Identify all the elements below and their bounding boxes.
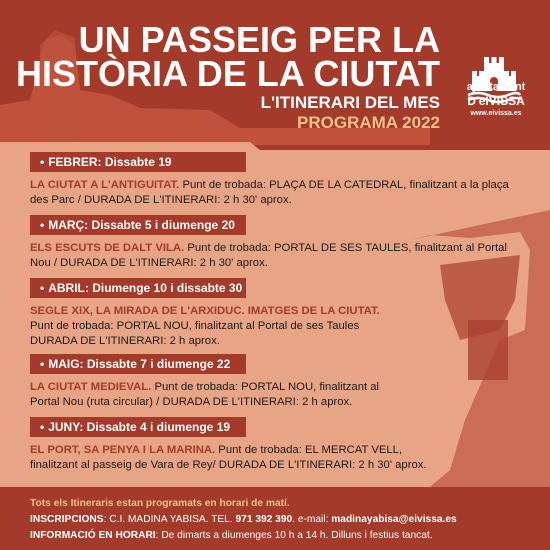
itinerary-entry bbox=[30, 304, 380, 349]
month-bar-febrer bbox=[30, 152, 246, 172]
itinerary-entry bbox=[30, 241, 510, 271]
logo-text-eivissa: D'eIVISSA bbox=[467, 94, 525, 108]
month-bar-marc bbox=[30, 215, 246, 235]
month-label: JUNY: Dissabte 4 i diumenge 19 bbox=[48, 420, 231, 434]
bullet-icon: • bbox=[40, 218, 45, 232]
itinerary-title: EL PORT, SA PENYA I LA MARINA. bbox=[30, 444, 216, 456]
bullet-icon: • bbox=[40, 281, 45, 295]
inscripcions-text: : C.I. MADINA YABISA. TEL. bbox=[103, 514, 236, 525]
footer-info bbox=[30, 496, 530, 544]
logo-website: www.eivissa.es bbox=[470, 110, 522, 117]
month-bar-juny bbox=[30, 417, 246, 437]
bullet-icon: • bbox=[40, 155, 45, 169]
month-label: MAIG: Dissabte 7 i diumenge 22 bbox=[48, 357, 231, 371]
itinerary-details: Punt de trobada: PORTAL NOU, finalitzant al Portal de ses Taules DURADA DE L'ITINERARI: 2 h aprox. bbox=[30, 320, 360, 347]
email-label: . e-mail: bbox=[292, 514, 332, 525]
inscripcions-label: INSCRIPCIONS bbox=[30, 514, 104, 525]
itinerary-title: LA CIUTAT MEDIEVAL. bbox=[30, 381, 152, 393]
itinerary-details: Punt de trobada: PORTAL NOU, finalitzant al Portal Nou (ruta circular) / DURADA DE L'ITINERARI: 2 h aprox. bbox=[30, 381, 380, 408]
month-bar-maig bbox=[30, 354, 246, 374]
email-address: madinayabisa@eivissa.es bbox=[331, 514, 457, 525]
itinerary-title: LA CIUTAT A L'ANTIGUITAT. bbox=[30, 179, 180, 191]
month-label: MARÇ: Dissabte 5 i diumenge 20 bbox=[48, 218, 235, 232]
itinerary-entry bbox=[30, 380, 390, 410]
title-line-1: UN PASSEIG PER LA bbox=[78, 19, 440, 60]
logo-text-ajuntament: ajuntament bbox=[466, 81, 526, 93]
month-label: ABRIL: Diumenge 10 i dissabte 30 bbox=[48, 281, 243, 295]
month-bar-abril bbox=[30, 278, 246, 298]
subtitle: L'ITINERARI DEL MES bbox=[260, 93, 440, 112]
itinerary-entry bbox=[30, 178, 510, 208]
itinerary-entry bbox=[30, 443, 450, 473]
month-label: FEBRER: Dissabte 19 bbox=[48, 155, 172, 169]
horari-line bbox=[30, 528, 530, 544]
phone-number: 971 392 390 bbox=[235, 514, 293, 525]
bullet-icon: • bbox=[40, 357, 45, 371]
inscripcions-line bbox=[30, 512, 530, 528]
itinerary-details: Punt de trobada: EL MERCAT VELL, finalitzant al passeig de Vara de Rey/ DURADA DE L'ITINERARI: 2 h 30' aprox. bbox=[30, 444, 427, 471]
title-line-2: HISTÒRIA DE LA CIUTAT bbox=[16, 53, 440, 94]
horari-text: : De dimarts a diumenges 10 h a 14 h. Dilluns i festius tancat. bbox=[155, 530, 433, 541]
itinerary-details: Punt de trobada: PORTAL DE SES TAULES, finalitzant al Portal Nou / DURADA DE L'ITINERARI: 2 h 30' aprox. bbox=[30, 242, 507, 269]
programa-label: PROGRAMA 2022 bbox=[297, 113, 440, 132]
itinerary-title: ELS ESCUTS DE DALT VILA. bbox=[30, 242, 185, 254]
itinerary-title: SEGLE XIX, LA MIRADA DE L'ARXIDUC. IMATGES DE LA CIUTAT. bbox=[30, 305, 380, 317]
itinerary-details: Punt de trobada: PLAÇA DE LA CATEDRAL, finalitzant a la plaça des Parc / DURADA DE L'ITINERARI: 2 h 30' aprox. bbox=[30, 179, 509, 206]
horari-label: INFORMACIÓ EN HORARI bbox=[30, 530, 156, 541]
footer-note: Tots els Itineraris estan programats en horari de matí. bbox=[30, 498, 290, 509]
bullet-icon: • bbox=[40, 420, 45, 434]
